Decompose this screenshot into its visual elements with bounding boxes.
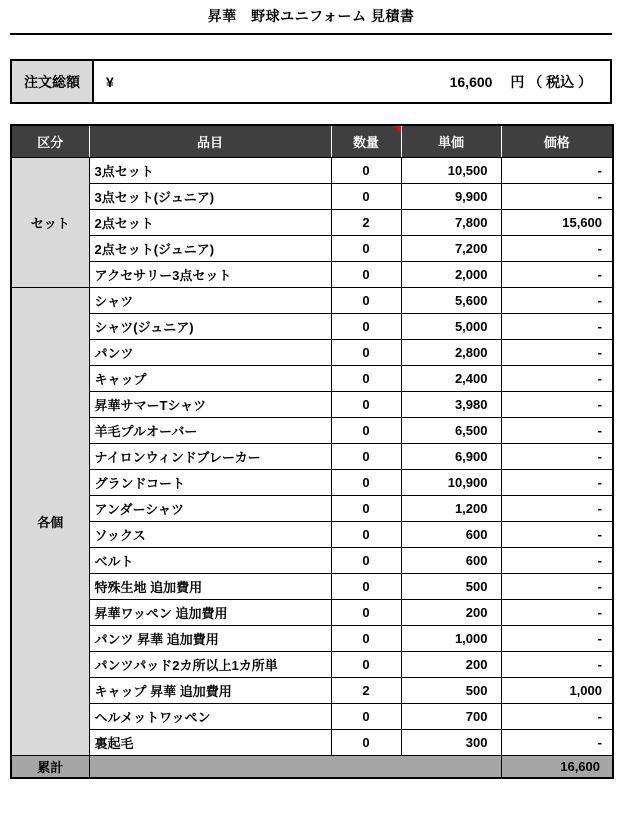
column-header-unit-price xyxy=(401,125,501,157)
column-header-category xyxy=(11,125,89,157)
table-row xyxy=(11,157,613,183)
unit-price-cell: 500 xyxy=(401,677,501,703)
table-row xyxy=(11,703,613,729)
quantity-cell[interactable]: 0 xyxy=(331,261,401,287)
unit-price-cell: 10,900 xyxy=(401,469,501,495)
item-name-cell: シャツ xyxy=(89,287,331,313)
quantity-cell[interactable]: 0 xyxy=(331,521,401,547)
unit-price-cell: 2,000 xyxy=(401,261,501,287)
quantity-cell[interactable]: 0 xyxy=(331,339,401,365)
price-cell: - xyxy=(501,729,613,755)
quantity-cell[interactable]: 0 xyxy=(331,599,401,625)
price-cell: - xyxy=(501,703,613,729)
item-name-cell: ベルト xyxy=(89,547,331,573)
table-row xyxy=(11,573,613,599)
quantity-cell[interactable]: 0 xyxy=(331,547,401,573)
price-cell: - xyxy=(501,521,613,547)
total-row-value: 16,600 xyxy=(501,755,613,778)
unit-price-cell: 700 xyxy=(401,703,501,729)
item-name-cell: ナイロンウィンドブレーカー xyxy=(89,443,331,469)
column-header-label: 数量 xyxy=(352,134,379,150)
table-row xyxy=(11,417,613,443)
item-name-cell: 3点セット(ジュニア) xyxy=(89,183,331,209)
unit-price-cell: 5,000 xyxy=(401,313,501,339)
quantity-cell[interactable]: 0 xyxy=(331,183,401,209)
order-total-label: 注文総額 xyxy=(12,61,94,102)
unit-price-cell: 7,200 xyxy=(401,235,501,261)
price-cell: - xyxy=(501,287,613,313)
column-header-label: 区分 xyxy=(37,134,64,150)
item-name-cell: 2点セット(ジュニア) xyxy=(89,235,331,261)
quantity-cell[interactable]: 0 xyxy=(331,287,401,313)
table-row xyxy=(11,339,613,365)
quantity-cell[interactable]: 0 xyxy=(331,313,401,339)
price-cell: - xyxy=(501,417,613,443)
price-cell: - xyxy=(501,573,613,599)
quantity-cell[interactable]: 0 xyxy=(331,625,401,651)
unit-price-cell: 5,600 xyxy=(401,287,501,313)
price-cell: - xyxy=(501,365,613,391)
price-cell: - xyxy=(501,339,613,365)
comment-marker-icon[interactable] xyxy=(394,126,401,133)
price-cell: 15,600 xyxy=(501,209,613,235)
column-header-label: 単価 xyxy=(437,134,464,150)
item-name-cell: パンツパッド2カ所以上1カ所単 xyxy=(89,651,331,677)
quantity-cell[interactable]: 2 xyxy=(331,677,401,703)
item-name-cell: シャツ(ジュニア) xyxy=(89,313,331,339)
unit-price-cell: 1,200 xyxy=(401,495,501,521)
item-name-cell: パンツ 昇華 追加費用 xyxy=(89,625,331,651)
group-cell-0: セット xyxy=(11,157,89,287)
unit-price-cell: 2,400 xyxy=(401,365,501,391)
table-row xyxy=(11,625,613,651)
table-row xyxy=(11,651,613,677)
item-name-cell: 3点セット xyxy=(89,157,331,183)
table-body xyxy=(11,157,613,755)
price-cell: - xyxy=(501,443,613,469)
price-cell: - xyxy=(501,547,613,573)
quantity-cell[interactable]: 0 xyxy=(331,573,401,599)
table-row xyxy=(11,209,613,235)
item-name-cell: グランドコート xyxy=(89,469,331,495)
table-row xyxy=(11,547,613,573)
total-row-spacer xyxy=(89,755,501,778)
order-total-suffix: 円 （ 税込 ） xyxy=(510,73,592,90)
table-footer xyxy=(11,755,613,778)
order-total-amount: 16,600 xyxy=(449,73,493,90)
price-cell: - xyxy=(501,261,613,287)
order-total-amount-wrap xyxy=(450,72,592,92)
unit-price-cell: 9,900 xyxy=(401,183,501,209)
quantity-cell[interactable]: 0 xyxy=(331,157,401,183)
column-header-price xyxy=(501,125,613,157)
unit-price-cell: 10,500 xyxy=(401,157,501,183)
table-row xyxy=(11,599,613,625)
item-name-cell: 特殊生地 追加費用 xyxy=(89,573,331,599)
table-row xyxy=(11,261,613,287)
item-name-cell: キャップ xyxy=(89,365,331,391)
column-header-label: 品目 xyxy=(196,134,223,150)
item-name-cell: 裏起毛 xyxy=(89,729,331,755)
item-name-cell: アンダーシャツ xyxy=(89,495,331,521)
item-name-cell: アクセサリー3点セット xyxy=(89,261,331,287)
price-cell: - xyxy=(501,599,613,625)
column-header-label: 価格 xyxy=(543,134,570,150)
total-row xyxy=(11,755,613,778)
unit-price-cell: 3,980 xyxy=(401,391,501,417)
quantity-cell[interactable]: 0 xyxy=(331,495,401,521)
price-cell: 1,000 xyxy=(501,677,613,703)
item-name-cell: ヘルメットワッペン xyxy=(89,703,331,729)
column-header-quantity xyxy=(331,125,401,157)
table-row xyxy=(11,391,613,417)
table-row xyxy=(11,313,613,339)
item-name-cell: パンツ xyxy=(89,339,331,365)
table-row xyxy=(11,235,613,261)
total-row-label: 累計 xyxy=(11,755,89,778)
table-row xyxy=(11,287,613,313)
price-cell: - xyxy=(501,625,613,651)
price-cell: - xyxy=(501,183,613,209)
item-name-cell: ソックス xyxy=(89,521,331,547)
order-total-box xyxy=(10,59,612,104)
quantity-cell[interactable]: 0 xyxy=(331,417,401,443)
table-row xyxy=(11,365,613,391)
unit-price-cell: 300 xyxy=(401,729,501,755)
table-row xyxy=(11,469,613,495)
group-cell-1: 各個 xyxy=(11,287,89,755)
quantity-cell[interactable]: 0 xyxy=(331,235,401,261)
quantity-cell[interactable]: 0 xyxy=(331,703,401,729)
quantity-cell[interactable]: 0 xyxy=(331,391,401,417)
unit-price-cell: 200 xyxy=(401,651,501,677)
table-header xyxy=(11,125,613,157)
unit-price-cell: 200 xyxy=(401,599,501,625)
unit-price-cell: 500 xyxy=(401,573,501,599)
quantity-cell[interactable]: 0 xyxy=(331,365,401,391)
price-cell: - xyxy=(501,651,613,677)
quantity-cell[interactable]: 0 xyxy=(331,651,401,677)
quote-table xyxy=(10,124,614,779)
quantity-cell[interactable]: 0 xyxy=(331,729,401,755)
order-total-value-cell xyxy=(94,61,610,102)
quantity-cell[interactable]: 0 xyxy=(331,469,401,495)
unit-price-cell: 600 xyxy=(401,547,501,573)
table-row xyxy=(11,443,613,469)
price-cell: - xyxy=(501,391,613,417)
unit-price-cell: 6,900 xyxy=(401,443,501,469)
page-title: 昇華 野球ユニフォーム 見積書 xyxy=(10,6,612,35)
price-cell: - xyxy=(501,495,613,521)
unit-price-cell: 7,800 xyxy=(401,209,501,235)
item-name-cell: 2点セット xyxy=(89,209,331,235)
unit-price-cell: 600 xyxy=(401,521,501,547)
item-name-cell: 昇華サマーTシャツ xyxy=(89,391,331,417)
currency-symbol: ¥ xyxy=(106,73,114,90)
quantity-cell[interactable]: 0 xyxy=(331,443,401,469)
item-name-cell: キャップ 昇華 追加費用 xyxy=(89,677,331,703)
table-row xyxy=(11,729,613,755)
price-cell: - xyxy=(501,235,613,261)
price-cell: - xyxy=(501,313,613,339)
item-name-cell: 昇華ワッペン 追加費用 xyxy=(89,599,331,625)
table-row xyxy=(11,677,613,703)
unit-price-cell: 1,000 xyxy=(401,625,501,651)
item-name-cell: 羊毛プルオーバー xyxy=(89,417,331,443)
table-row xyxy=(11,183,613,209)
unit-price-cell: 6,500 xyxy=(401,417,501,443)
price-cell: - xyxy=(501,469,613,495)
table-row xyxy=(11,495,613,521)
unit-price-cell: 2,800 xyxy=(401,339,501,365)
table-row xyxy=(11,521,613,547)
column-header-item xyxy=(89,125,331,157)
price-cell: - xyxy=(501,157,613,183)
quantity-cell[interactable]: 2 xyxy=(331,209,401,235)
